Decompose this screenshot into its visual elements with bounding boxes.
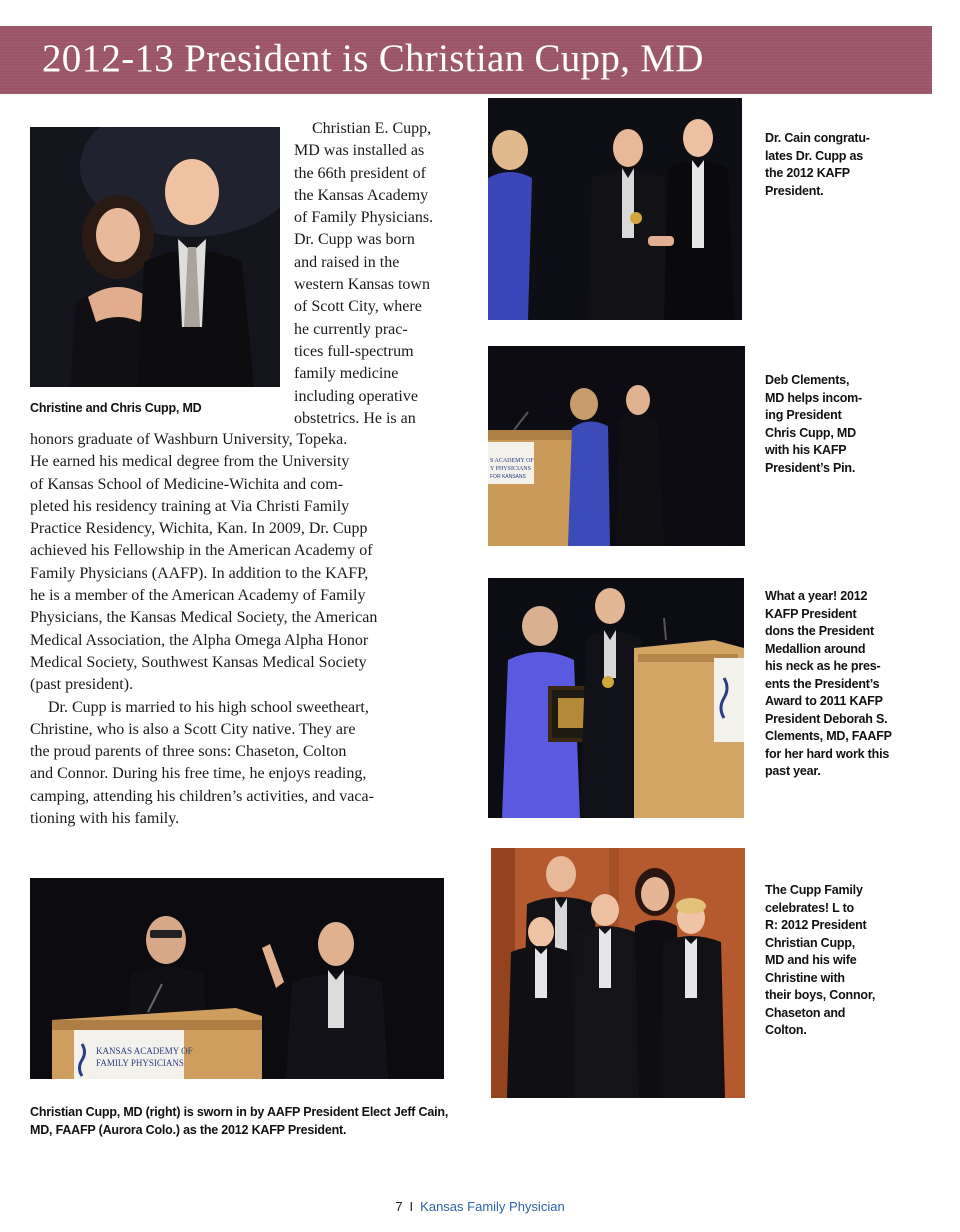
article-line: of Family Physicians. bbox=[294, 209, 434, 227]
photo-sworn-in bbox=[30, 878, 444, 1079]
article-line: Christian E. Cupp, bbox=[312, 120, 432, 137]
article-line: and Connor. During his free time, he enjoys reading, bbox=[30, 765, 367, 783]
photo-congratulations bbox=[488, 98, 742, 320]
article-body-text bbox=[30, 429, 462, 830]
title-banner bbox=[0, 26, 932, 94]
article-line: including operative bbox=[294, 387, 418, 405]
article-line: family medicine bbox=[294, 365, 399, 383]
article-line: tices full-spectrum bbox=[294, 342, 414, 360]
page-footer bbox=[0, 1199, 960, 1214]
caption-couple: Christine and Chris Cupp, MD bbox=[30, 401, 202, 415]
article-line: MD was installed as bbox=[294, 142, 425, 160]
article-line: western Kansas town bbox=[294, 276, 430, 294]
article-line: (past president). bbox=[30, 676, 134, 694]
magazine-name: Kansas Family Physician bbox=[420, 1199, 565, 1214]
article-line: the proud parents of three sons: Chaseton, Colton bbox=[30, 743, 347, 761]
caption-congratulations: Dr. Cain congratu- lates Dr. Cupp as the 2012 KAFP President. bbox=[765, 131, 870, 198]
article-column-text bbox=[294, 118, 466, 430]
caption-presidents-award: What a year! 2012 KAFP President dons the President Medallion around his neck as he pres- ents the President’s Award to 2011 KAFP President Deborah S. Clements, MD, FAAFP for her hard work this past year. bbox=[765, 589, 892, 778]
article-line: of Kansas School of Medicine-Wichita and com- bbox=[30, 475, 344, 493]
article-line: of Scott City, where bbox=[294, 298, 422, 316]
page-number: 7 bbox=[395, 1199, 403, 1214]
article-line: tioning with his family. bbox=[30, 810, 180, 828]
article-line: obstetrics. He is an bbox=[294, 409, 416, 427]
footer-separator: I bbox=[409, 1199, 414, 1214]
page-title: 2012-13 President is Christian Cupp, MD bbox=[42, 37, 704, 80]
article-line: achieved his Fellowship in the American Academy of bbox=[30, 542, 373, 560]
photo-couple bbox=[30, 127, 280, 387]
article-line: pleted his residency training at Via Christi Family bbox=[30, 497, 350, 515]
article-line: camping, attending his children’s activities, and vaca- bbox=[30, 787, 374, 805]
article-line: the Kansas Academy bbox=[294, 186, 429, 204]
caption-cupp-family: The Cupp Family celebrates! L to R: 2012 President Christian Cupp, MD and his wife Christine with their boys, Connor, Chaseton and Colton. bbox=[765, 883, 876, 1037]
photo-presidents-award bbox=[488, 578, 744, 818]
podium-sign-text: KANSAS ACADEMY OF bbox=[96, 1046, 193, 1056]
article-line: Dr. Cupp was born bbox=[294, 231, 415, 249]
article-line: he currently prac- bbox=[294, 320, 408, 338]
article-line: honors graduate of Washburn University, Topeka. bbox=[30, 431, 348, 448]
article-line: Physicians, the Kansas Medical Society, the American bbox=[30, 609, 378, 627]
article-line: Medical Society, Southwest Kansas Medical Society bbox=[30, 653, 367, 671]
podium-sign-text: Y PHYSICIANS bbox=[490, 466, 531, 472]
article-line: he is a member of the American Academy of Family bbox=[30, 587, 366, 605]
caption-presidents-pin: Deb Clements, MD helps incom- ing President Chris Cupp, MD with his KAFP President’s Pin. bbox=[765, 373, 863, 475]
photo-presidents-pin bbox=[488, 346, 745, 546]
article-line: He earned his medical degree from the University bbox=[30, 453, 350, 471]
article-line: Family Physicians (AAFP). In addition to the KAFP, bbox=[30, 564, 369, 582]
podium-sign-text: S ACADEMY OF bbox=[490, 458, 534, 464]
article-line: the 66th president of bbox=[294, 164, 426, 182]
article-line: and raised in the bbox=[294, 253, 400, 271]
article-line: Dr. Cupp is married to his high school sweetheart, bbox=[48, 698, 369, 716]
photo-cupp-family bbox=[491, 848, 745, 1098]
podium-sign-text: FAMILY PHYSICIANS bbox=[96, 1058, 184, 1068]
article-line: Medical Association, the Alpha Omega Alpha Honor bbox=[30, 631, 369, 649]
article-line: Practice Residency, Wichita, Kan. In 2009, Dr. Cupp bbox=[30, 520, 368, 538]
caption-sworn-in: Christian Cupp, MD (right) is sworn in by AAFP President Elect Jeff Cain, MD, FAAFP (Aurora Colo.) as the 2012 KAFP President. bbox=[30, 1105, 449, 1137]
podium-sign-text: FOR KANSANS bbox=[490, 474, 526, 480]
article-line: Christine, who is also a Scott City native. They are bbox=[30, 720, 356, 738]
